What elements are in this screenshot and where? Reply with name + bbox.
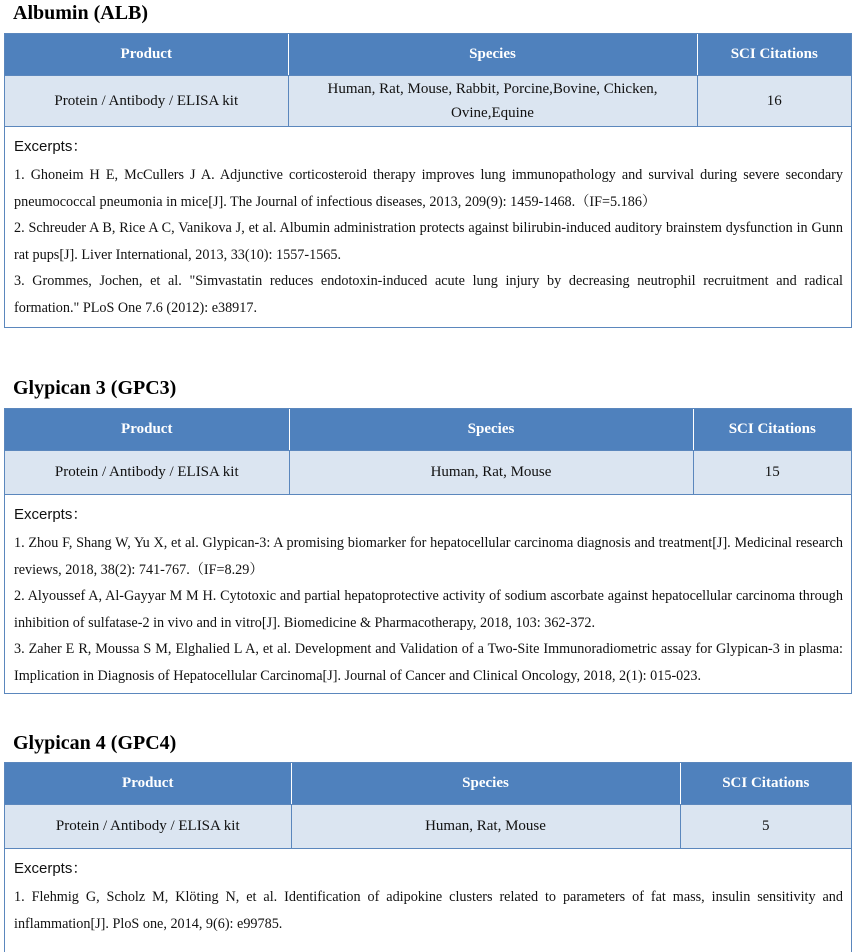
header-sci-citations: SCI Citations	[693, 409, 851, 450]
header-species: Species	[291, 763, 680, 804]
albumin-excerpts	[5, 126, 851, 327]
glypican-3-excerpts	[5, 494, 851, 695]
header-species: Species	[289, 409, 693, 450]
reference-item: 3. Grommes, Jochen, et al. "Simvastatin reduces endotoxin-induced acute lung injury by decreasing neutrophil recruitment and radical formation." PLoS One 7.6 (2012): e38917.	[14, 273, 843, 316]
species-cell: Human, Rat, Mouse	[289, 450, 693, 494]
species-cell: Human, Rat, Mouse, Rabbit, Porcine,Bovine, Chicken, Ovine,Equine	[288, 75, 697, 126]
section-title-albumin: Albumin (ALB)	[13, 2, 149, 24]
glypican-4-product-table	[5, 763, 851, 848]
citations-cell: 16	[697, 75, 851, 126]
header-product: Product	[5, 34, 288, 75]
product-cell: Protein / Antibody / ELISA kit	[5, 450, 289, 494]
citations-cell: 5	[680, 804, 851, 848]
header-sci-citations: SCI Citations	[697, 34, 851, 75]
glypican-3-product-table	[5, 409, 851, 494]
product-cell: Protein / Antibody / ELISA kit	[5, 75, 288, 126]
reference-item: 2. Schreuder A B, Rice A C, Vanikova J, et al. Albumin administration protects against bilirubin‐induced auditory brainstem dysfunction in Gunn rat pups[J]. Liver International, 2013, 33(10): 1557-1565.	[14, 220, 843, 263]
species-cell: Human, Rat, Mouse	[291, 804, 680, 848]
glypican-4-excerpts	[5, 848, 851, 943]
citations-cell: 15	[693, 450, 851, 494]
section-title-glypican-3: Glypican 3 (GPC3)	[13, 377, 177, 399]
excerpts-label: Excerpts：	[14, 138, 88, 155]
albumin-info-box	[4, 33, 852, 328]
reference-item: 1. Zhou F, Shang W, Yu X, et al. Glypican‐3: A promising biomarker for hepatocellular carcinoma diagnosis and treatment[J]. Medicinal research reviews, 2018, 38(2): 741-767.（IF=8.29）	[14, 535, 843, 578]
excerpts-label: Excerpts：	[14, 860, 88, 877]
product-cell: Protein / Antibody / ELISA kit	[5, 804, 291, 848]
header-species: Species	[288, 34, 697, 75]
section-title-glypican-4: Glypican 4 (GPC4)	[13, 732, 177, 754]
glypican-3-info-box	[4, 408, 852, 694]
excerpts-label: Excerpts：	[14, 506, 88, 523]
reference-item: 2. Alyoussef A, Al-Gayyar M M H. Cytotoxic and partial hepatoprotective activity of sodium ascorbate against hepatocellular carcinoma through inhibition of sulfatase-2 in vivo and in vitro[J]. Biomedicine & Pharmacotherapy, 2018, 103: 362-372.	[14, 588, 843, 631]
reference-item: 1. Flehmig G, Scholz M, Klöting N, et al. Identification of adipokine clusters related to parameters of fat mass, insulin sensitivity and inflammation[J]. PloS one, 2014, 9(6): e99785.	[14, 889, 843, 932]
header-product: Product	[5, 763, 291, 804]
header-product: Product	[5, 409, 289, 450]
reference-item: 3. Zaher E R, Moussa S M, Elghalied L A, et al. Development and Validation of a Two-Site Immunoradiometric assay for Glypican-3 in plasma: Implication in Diagnosis of Hepatocellular Carcinoma[J]. Journal of Cancer and Clinical Oncology, 2018, 2(1): 015-023.	[14, 641, 843, 684]
glypican-4-info-box	[4, 762, 852, 952]
reference-item: 1. Ghoneim H E, McCullers J A. Adjunctive corticosteroid therapy improves lung immunopathology and survival during severe secondary pneumococcal pneumonia in mice[J]. The Journal of infectious diseases, 2013, 209(9): 1459-1468.（IF=5.186）	[14, 167, 843, 210]
header-sci-citations: SCI Citations	[680, 763, 851, 804]
albumin-product-table	[5, 34, 851, 126]
